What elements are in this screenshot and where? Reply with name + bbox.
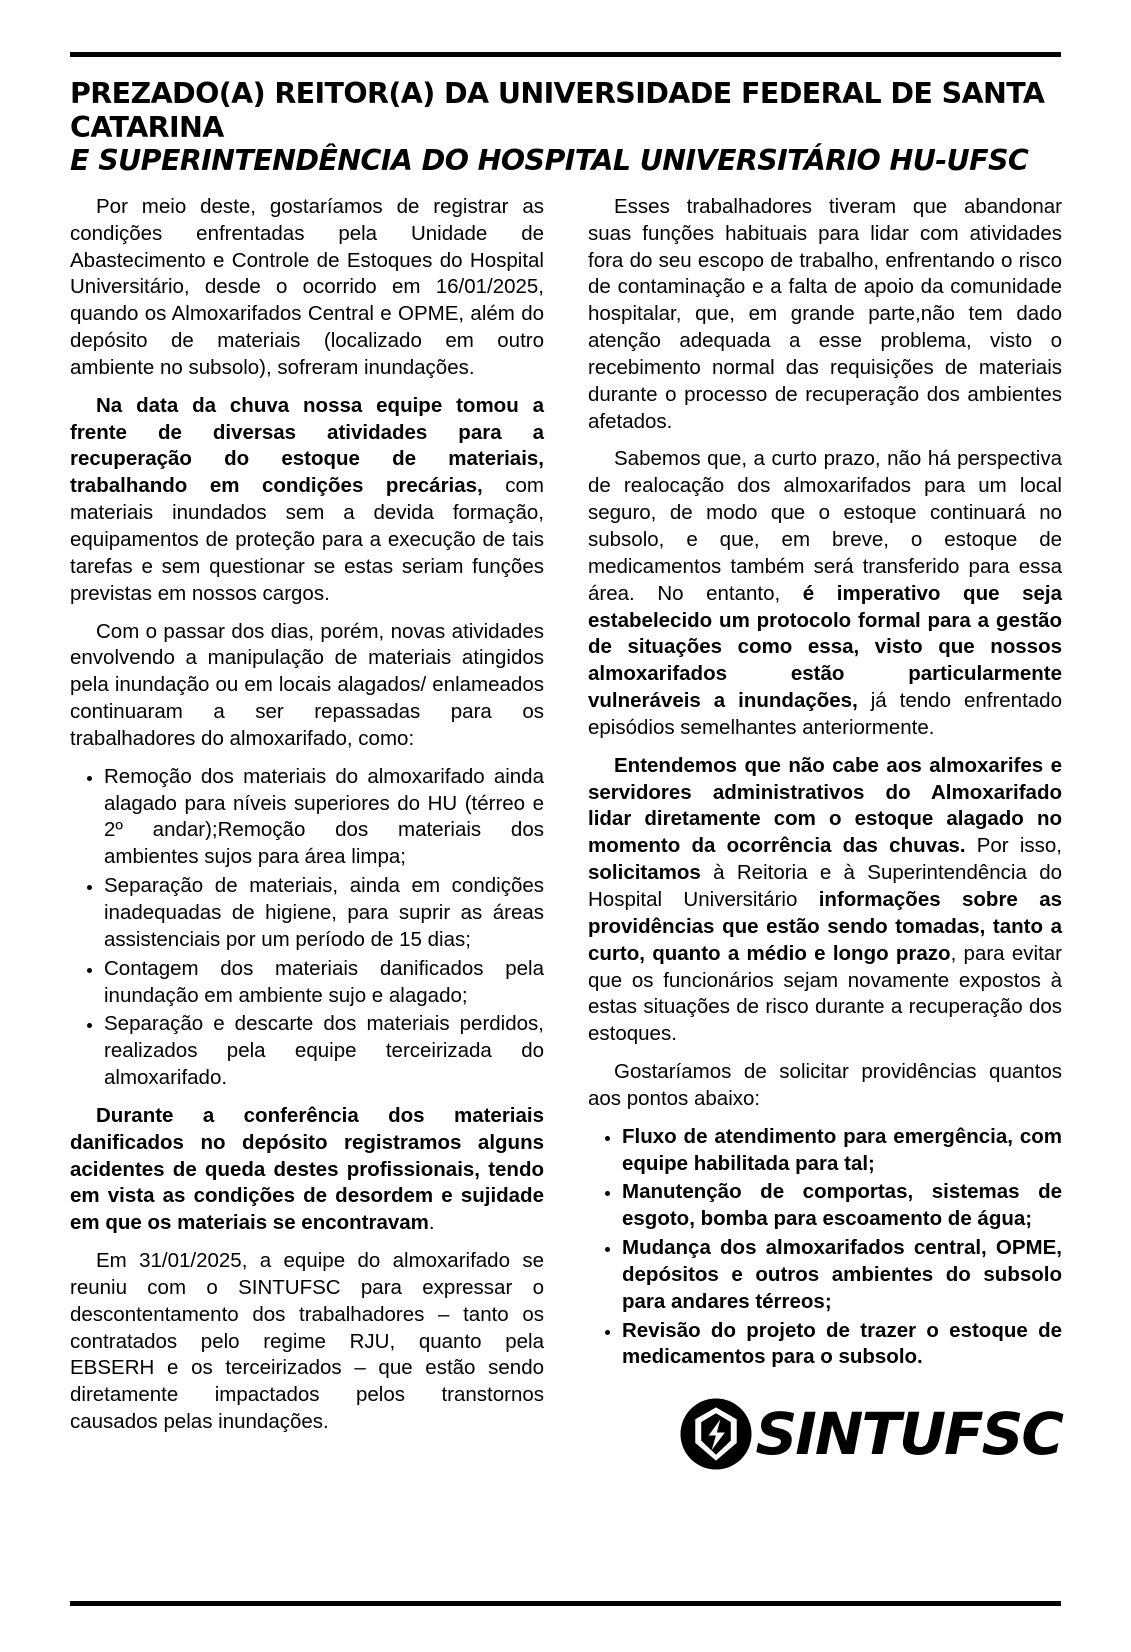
paragraph-left-4 [70,1103,544,1237]
paragraph-right-3-bold-b: solicitamos [588,861,701,885]
list-item: • Fluxo de atendimento para emergência, com equipe habilitada para tal; [622,1124,1062,1178]
list-item: • Separação e descarte dos materiais perdidos, realizados pela equipe terceirizada do almoxarifado. [104,1011,544,1092]
paragraph-right-1: Esses trabalhadores tiveram que abandonar suas funções habituais para lidar com atividades fora do seu escopo de trabalho, enfrentando o risco de contaminação e a falta de apoio da comunidade hospitalar, que, em grande parte,não tem dado atenção adequada a esse problema, visto o recebimento normal das requisições de materiais durante o processo de recuperação dos ambientes afetados. [588,194,1062,433]
paragraph-right-2-bold: é imperativo que seja estabelecido um protocolo formal para a gestão de situações como essa, visto que nossos almoxarifados estão particularmente vulneráveis a inundações, [588,581,1062,713]
list-item: • Mudança dos almoxarifados central, OPME, depósitos e outros ambientes do subsolo para andares térreos; [622,1235,1062,1316]
list-item: • Remoção dos materiais do almoxarifado ainda alagado para níveis superiores do HU (térreo e 2º andar);Remoção dos materiais dos ambientes sujos para área limpa; [104,764,544,871]
left-column [70,194,544,1471]
paragraph-left-2 [70,393,544,608]
paragraph-right-2-end: já tendo enfrentado episódios semelhantes anteriormente. [588,689,1062,739]
paragraph-left-2-rest: com materiais inundados sem a devida formação, equipamentos de proteção para a execução de tais tarefas e sem questionar se estas seriam funções previstas em nossos cargos. [70,474,544,605]
list-item: • Contagem dos materiais danificados pela inundação em ambiente sujo e alagado; [104,956,544,1010]
paragraph-right-3 [588,753,1062,1048]
headline-line-1: PREZADO(A) REITOR(A) DA UNIVERSIDADE FEDERAL DE SANTA CATARINA [70,77,1045,144]
paragraph-right-3-end: , para evitar que os funcionários sejam novamente expostos à estas situações de risco durante a recuperação dos estoques. [588,941,1062,1046]
sintufsc-logo [679,1397,1062,1471]
left-bullet-list [70,764,544,1092]
headline-line-2: E SUPERINTENDÊNCIA DO HOSPITAL UNIVERSITÁRIO HU-UFSC [70,144,1029,178]
list-item: • Separação de materiais, ainda em condições inadequadas de higiene, para suprir as áreas assistenciais por um período de 15 dias; [104,873,544,954]
right-column [588,194,1062,1471]
paragraph-right-3-bold-c: informações sobre as providências que estão sendo tomadas, tanto a curto, quanto a médio e longo prazo [588,887,1063,965]
list-item: • Revisão do projeto de trazer o estoque de medicamentos para o subsolo. [622,1318,1062,1372]
paragraph-left-4-rest: . [428,1211,435,1235]
sintufsc-logo-icon [679,1397,753,1471]
page-title [70,77,1061,178]
paragraph-left-3: Com o passar dos dias, porém, novas atividades envolvendo a manipulação de materiais atingidos pela inundação ou em locais alagados/ enlameados continuaram a ser repassadas para os trabalhadores do almoxarifado, como: [70,619,544,750]
body-columns [70,194,1061,1471]
top-rule [70,52,1061,57]
paragraph-left-2-bold-a: Na data da chuva nossa equipe tomou a frente de diversas atividades para a recuperação do estoque de materiais, t [70,393,544,498]
paragraph-right-2 [588,446,1062,741]
paragraph-right-3-mid-2: à Reitoria e à Superintendência do Hospital Universitário [588,861,1062,911]
bottom-rule [70,1601,1061,1606]
right-bullet-list [588,1124,1062,1372]
paragraph-right-3-mid-1: Por isso, [965,834,1062,858]
paragraph-left-2-bold-b: rabalhando em condições precárias, [76,474,483,498]
paragraph-right-4: Gostaríamos de solicitar providências quantos aos pontos abaixo: [588,1060,1062,1110]
logo-area [588,1397,1062,1471]
paragraph-left-1: Por meio deste, gostaríamos de registrar as condições enfrentadas pela Unidade de Abastecimento e Controle de Estoques do Hospital Universitário, desde o ocorrido em 16/01/2025, quando os Almoxarifados Central e OPME, além do depósito de materiais (localizado em outro ambiente no subsolo), sofreram inundações. [70,194,544,379]
list-item: • Manutenção de comportas, sistemas de esgoto, bomba para escoamento de água; [622,1179,1062,1233]
paragraph-right-2-start: Sabemos que, a curto prazo, não há perspectiva de realocação dos almoxarifados para um local seguro, de modo que o estoque continuará no subsolo, e que, em breve, o estoque de medicamentos também será transferido para essa área. No entanto, [588,447,1062,605]
paragraph-left-5: Em 31/01/2025, a equipe do almoxarifado se reuniu com o SINTUFSC para expressar o descontentamento dos trabalhadores – tanto os contratados pelo regime RJU, quanto pela EBSERH e os terceirizados – que estão sendo diretamente impactados pelos transtornos causados pelas inundações. [70,1249,544,1434]
sintufsc-logo-text: SINTUFSC [755,1400,1062,1469]
paragraph-right-3-bold-a: Entendemos que não cabe aos almoxarifes e servidores administrativos do Almoxarifado lidar diretamente com o estoque alagado no momento da ocorrência das chuvas. [588,753,1062,858]
document-page [0,52,1131,1652]
paragraph-left-4-bold: Durante a conferência dos materiais danificados no depósito registramos alguns acidentes de queda destes profissionais, tendo em vista as condições de desordem e sujidade em que os materiais se encontravam [70,1103,544,1235]
